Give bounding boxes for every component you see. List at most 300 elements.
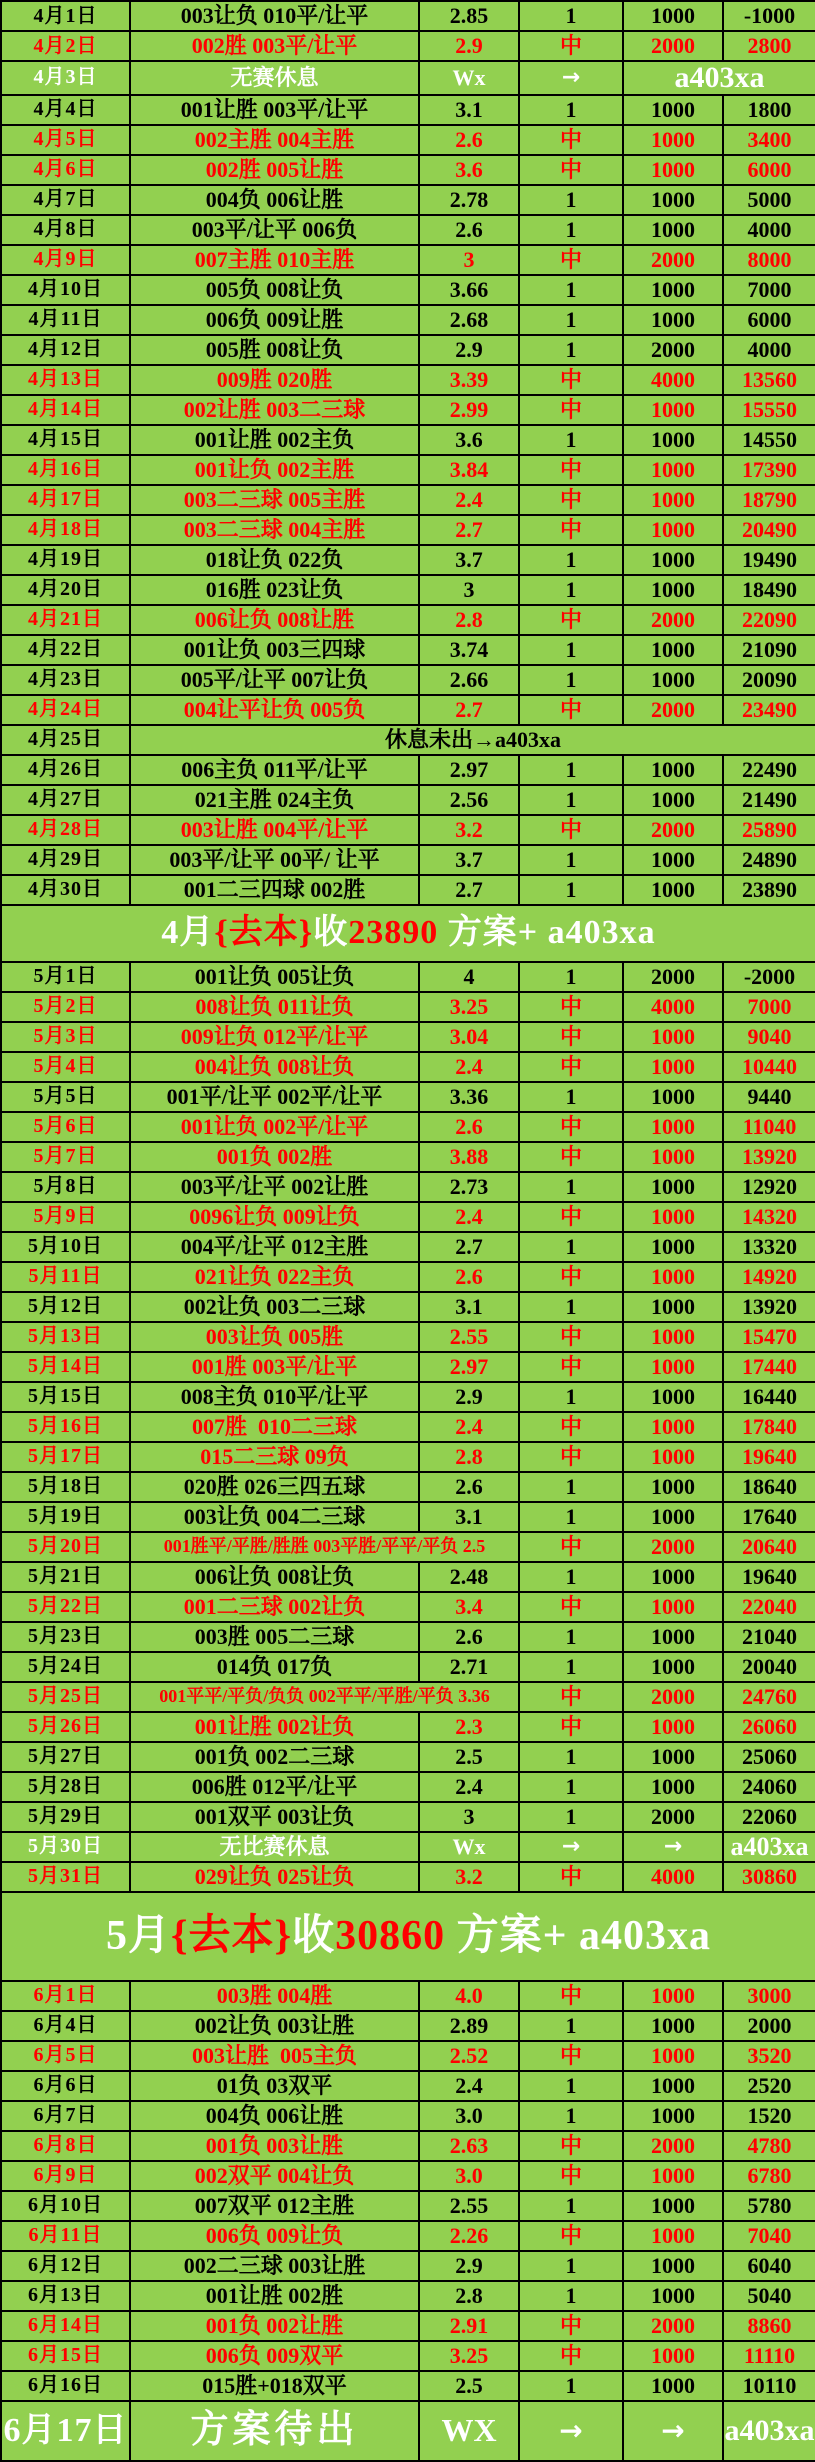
stake-cell: 4000 (623, 1862, 723, 1892)
stake-cell: 1000 (623, 575, 723, 605)
stake-cell: 1000 (623, 485, 723, 515)
odds-cell: 3.25 (419, 2341, 519, 2371)
stake-cell: 1000 (623, 2011, 723, 2041)
odds-cell: WX (419, 2401, 519, 2461)
hit-cell: 1 (519, 1172, 623, 1202)
stake-cell: 1000 (623, 1352, 723, 1382)
stake-cell: 4000 (623, 992, 723, 1022)
total-cell: 17840 (723, 1412, 815, 1442)
stake-cell: 2000 (623, 1802, 723, 1832)
date-cell: 4月28日 (1, 815, 130, 845)
stake-cell: 2000 (623, 335, 723, 365)
hit-cell: 1 (519, 545, 623, 575)
date-cell: 5月24日 (1, 1652, 130, 1682)
date-cell: 4月2日 (1, 31, 130, 61)
total-cell: -1000 (723, 1, 815, 31)
odds-cell: 2.85 (419, 1, 519, 31)
table-row (1, 992, 815, 1022)
summary-text-segment: 方案+ a403xa (438, 914, 656, 952)
table-row (1, 1682, 815, 1712)
date-cell: 6月1日 (1, 1981, 130, 2011)
stake-cell: 1000 (623, 425, 723, 455)
hit-cell: 中 (519, 245, 623, 275)
date-cell: 5月14日 (1, 1352, 130, 1382)
stake-cell: 1000 (623, 185, 723, 215)
stake-cell: 1000 (623, 1082, 723, 1112)
selection-cell: 016胜 023让负 (130, 575, 419, 605)
date-cell: 5月2日 (1, 992, 130, 1022)
odds-cell: 3.04 (419, 1022, 519, 1052)
selection-cell: 009让负 012平/让平 (130, 1022, 419, 1052)
date-cell: 5月12日 (1, 1292, 130, 1322)
table-row (1, 635, 815, 665)
table-row (1, 2161, 815, 2191)
table-row (1, 1622, 815, 1652)
table-row (1, 1082, 815, 1112)
table-row (1, 545, 815, 575)
hit-cell: 1 (519, 2071, 623, 2101)
date-cell: 5月8日 (1, 1172, 130, 1202)
table-row (1, 575, 815, 605)
hit-cell: 1 (519, 1232, 623, 1262)
odds-cell: 2.66 (419, 665, 519, 695)
selection-cell: 004让平让负 005负 (130, 695, 419, 725)
odds-cell: 3.2 (419, 1862, 519, 1892)
odds-cell: 2.73 (419, 1172, 519, 1202)
date-cell: 5月23日 (1, 1622, 130, 1652)
stake-cell: 4000 (623, 365, 723, 395)
table-row (1, 1292, 815, 1322)
hit-cell: 中 (519, 1202, 623, 1232)
total-cell: 6000 (723, 305, 815, 335)
selection-cell: 003平/让平 00平/ 让平 (130, 845, 419, 875)
stake-cell: 1000 (623, 1232, 723, 1262)
odds-cell: 4 (419, 962, 519, 992)
total-cell: 8860 (723, 2311, 815, 2341)
rest-label-cell: 无赛休息 (130, 61, 419, 95)
date-cell: 5月19日 (1, 1502, 130, 1532)
hit-cell: 中 (519, 485, 623, 515)
stake-cell: 1000 (623, 1412, 723, 1442)
date-cell: 4月5日 (1, 125, 130, 155)
odds-cell: 2.4 (419, 1052, 519, 1082)
odds-cell: 2.5 (419, 1742, 519, 1772)
date-cell: 6月6日 (1, 2071, 130, 2101)
date-cell: 6月12日 (1, 2251, 130, 2281)
odds-cell: 2.6 (419, 1112, 519, 1142)
selection-cell: 003胜 004胜 (130, 1981, 419, 2011)
hit-cell: 中 (519, 155, 623, 185)
rest-note-cell: 休息未出→a403xa (130, 725, 815, 755)
total-cell: 19640 (723, 1562, 815, 1592)
stake-cell: 1000 (623, 2341, 723, 2371)
hit-cell: 1 (519, 1472, 623, 1502)
table-row (1, 1532, 815, 1562)
odds-cell: 2.4 (419, 1202, 519, 1232)
odds-cell: 2.8 (419, 605, 519, 635)
selection-cell: 002胜 005让胜 (130, 155, 419, 185)
stake-cell: 1000 (623, 665, 723, 695)
table-row (1, 2191, 815, 2221)
date-cell: 4月14日 (1, 395, 130, 425)
selection-cell: 001二三四球 002胜 (130, 875, 419, 905)
total-cell: 22090 (723, 605, 815, 635)
total-cell: 12920 (723, 1172, 815, 1202)
total-cell: 4000 (723, 215, 815, 245)
date-cell: 6月11日 (1, 2221, 130, 2251)
total-cell: 25890 (723, 815, 815, 845)
odds-cell: 3.4 (419, 1592, 519, 1622)
odds-cell: 2.6 (419, 1472, 519, 1502)
selection-cell: 020胜 026三四五球 (130, 1472, 419, 1502)
table-row (1, 1712, 815, 1742)
stake-cell: 1000 (623, 2371, 723, 2401)
table-row (1, 275, 815, 305)
stake-cell: 1000 (623, 1502, 723, 1532)
stake-cell: 1000 (623, 1172, 723, 1202)
date-cell: 4月25日 (1, 725, 130, 755)
total-cell: 20490 (723, 515, 815, 545)
total-cell: 22040 (723, 1592, 815, 1622)
odds-cell: 2.71 (419, 1652, 519, 1682)
selection-cell: 004负 006让胜 (130, 2101, 419, 2131)
total-cell: 15470 (723, 1322, 815, 1352)
selection-cell: 008主负 010平/让平 (130, 1382, 419, 1412)
total-cell: 5040 (723, 2281, 815, 2311)
selection-cell: 021主胜 024主负 (130, 785, 419, 815)
table-row (1, 1442, 815, 1472)
date-cell: 4月4日 (1, 95, 130, 125)
table-row (1, 1652, 815, 1682)
date-cell: 4月6日 (1, 155, 130, 185)
stake-cell: 2000 (623, 245, 723, 275)
table-row (1, 1, 815, 31)
table-row (1, 1352, 815, 1382)
table-row (1, 695, 815, 725)
rest-label-cell: 无比赛休息 (130, 1832, 419, 1862)
date-cell: 5月30日 (1, 1832, 130, 1862)
date-cell: 4月10日 (1, 275, 130, 305)
table-row (1, 1202, 815, 1232)
date-cell: 5月9日 (1, 1202, 130, 1232)
table-row (1, 755, 815, 785)
hit-cell: 1 (519, 755, 623, 785)
hit-cell: 1 (519, 215, 623, 245)
date-cell: 5月6日 (1, 1112, 130, 1142)
selection-cell: 001双平 003让负 (130, 1802, 419, 1832)
stake-cell: 1000 (623, 1, 723, 31)
odds-cell: 3.1 (419, 95, 519, 125)
date-cell: 5月28日 (1, 1772, 130, 1802)
table-row (1, 365, 815, 395)
total-cell: 10440 (723, 1052, 815, 1082)
total-cell: 24890 (723, 845, 815, 875)
selection-odds-cell: 001胜平/平胜/胜胜 003平胜/平平/平负 2.5 (130, 1532, 519, 1562)
stake-cell: 2000 (623, 962, 723, 992)
date-cell: 6月5日 (1, 2041, 130, 2071)
date-cell: 4月27日 (1, 785, 130, 815)
rest-day-row (1, 61, 815, 95)
selection-cell: 029让负 025让负 (130, 1862, 419, 1892)
total-cell: 3400 (723, 125, 815, 155)
total-cell: 19640 (723, 1442, 815, 1472)
table-row (1, 875, 815, 905)
month-summary-row (1, 1892, 815, 1981)
stake-cell: 1000 (623, 125, 723, 155)
selection-cell: 018让负 022负 (130, 545, 419, 575)
odds-cell: 4.0 (419, 1981, 519, 2011)
stake-cell: 1000 (623, 1981, 723, 2011)
hit-cell: 中 (519, 1532, 623, 1562)
stake-cell: 1000 (623, 215, 723, 245)
total-cell: 15550 (723, 395, 815, 425)
table-row (1, 2311, 815, 2341)
account-cell: a403xa (623, 61, 815, 95)
hit-cell: 中 (519, 2161, 623, 2191)
selection-odds-cell: 001平平/平负/负负 002平平/平胜/平负 3.36 (130, 1682, 519, 1712)
date-cell: 4月16日 (1, 455, 130, 485)
selection-cell: 003平/让平 006负 (130, 215, 419, 245)
total-cell: 18790 (723, 485, 815, 515)
table-row (1, 2071, 815, 2101)
date-cell: 5月15日 (1, 1382, 130, 1412)
total-cell: 2000 (723, 2011, 815, 2041)
table-row (1, 2341, 815, 2371)
total-cell: 18490 (723, 575, 815, 605)
table-row (1, 2101, 815, 2131)
odds-cell: 2.9 (419, 2251, 519, 2281)
stake-cell: 1000 (623, 2101, 723, 2131)
selection-cell: 006让负 008让胜 (130, 605, 419, 635)
hit-cell: 中 (519, 1682, 623, 1712)
odds-cell: 2.6 (419, 215, 519, 245)
total-cell: 21040 (723, 1622, 815, 1652)
date-cell: 4月24日 (1, 695, 130, 725)
selection-cell: 009胜 020胜 (130, 365, 419, 395)
odds-cell: 3 (419, 245, 519, 275)
selection-cell: 003让胜 005主负 (130, 2041, 419, 2071)
selection-cell: 014负 017负 (130, 1652, 419, 1682)
date-cell: 4月30日 (1, 875, 130, 905)
table-row (1, 962, 815, 992)
hit-cell: 中 (519, 1712, 623, 1742)
table-row (1, 1981, 815, 2011)
hit-cell: 中 (519, 1352, 623, 1382)
pending-label-cell: 方案待出 (130, 2401, 419, 2461)
odds-cell: 2.97 (419, 1352, 519, 1382)
selection-cell: 001二三球 002让负 (130, 1592, 419, 1622)
odds-cell: 2.52 (419, 2041, 519, 2071)
selection-cell: 021让负 022主负 (130, 1262, 419, 1292)
date-cell: 4月19日 (1, 545, 130, 575)
total-cell: 4000 (723, 335, 815, 365)
hit-cell: 1 (519, 785, 623, 815)
odds-cell: 3.0 (419, 2101, 519, 2131)
selection-cell: 003让胜 004平/让平 (130, 815, 419, 845)
odds-cell: 3.2 (419, 815, 519, 845)
total-cell: 25060 (723, 1742, 815, 1772)
total-cell: 5000 (723, 185, 815, 215)
total-cell: 11040 (723, 1112, 815, 1142)
stake-cell: 1000 (623, 1472, 723, 1502)
hit-cell: 中 (519, 2221, 623, 2251)
selection-cell: 006主负 011平/让平 (130, 755, 419, 785)
odds-cell: 2.4 (419, 1412, 519, 1442)
table-row (1, 425, 815, 455)
date-cell: 5月27日 (1, 1742, 130, 1772)
date-cell: 5月10日 (1, 1232, 130, 1262)
odds-cell: 2.5 (419, 2371, 519, 2401)
stake-cell: 1000 (623, 845, 723, 875)
odds-cell: 3.7 (419, 845, 519, 875)
table-row (1, 1142, 815, 1172)
date-cell: 5月4日 (1, 1052, 130, 1082)
table-row (1, 245, 815, 275)
hit-cell: 中 (519, 815, 623, 845)
hit-cell: 中 (519, 1981, 623, 2011)
selection-cell: 006负 009双平 (130, 2341, 419, 2371)
table-row (1, 1322, 815, 1352)
odds-cell: 2.48 (419, 1562, 519, 1592)
summary-text-segment: {去本} (214, 914, 314, 952)
odds-cell: 3.1 (419, 1292, 519, 1322)
selection-cell: 007双平 012主胜 (130, 2191, 419, 2221)
selection-cell: 002让负 003让胜 (130, 2011, 419, 2041)
total-cell: 9040 (723, 1022, 815, 1052)
date-cell: 4月26日 (1, 755, 130, 785)
total-cell: 7000 (723, 992, 815, 1022)
stake-cell: 1000 (623, 1712, 723, 1742)
date-cell: 5月7日 (1, 1142, 130, 1172)
selection-cell: 002二三球 003让胜 (130, 2251, 419, 2281)
date-cell: 5月26日 (1, 1712, 130, 1742)
stake-cell: 1000 (623, 635, 723, 665)
stake-cell: 1000 (623, 755, 723, 785)
date-cell: 6月7日 (1, 2101, 130, 2131)
selection-cell: 004平/让平 012主胜 (130, 1232, 419, 1262)
hit-cell: 1 (519, 1652, 623, 1682)
date-cell: 4月22日 (1, 635, 130, 665)
odds-cell: 3.36 (419, 1082, 519, 1112)
odds-cell: 3.74 (419, 635, 519, 665)
odds-cell: 2.55 (419, 2191, 519, 2221)
hit-cell: 1 (519, 575, 623, 605)
table-row (1, 155, 815, 185)
odds-cell: 2.7 (419, 875, 519, 905)
hit-cell: 中 (519, 365, 623, 395)
odds-cell: 3.66 (419, 275, 519, 305)
total-cell: 22490 (723, 755, 815, 785)
hit-cell: 1 (519, 875, 623, 905)
date-cell: 6月14日 (1, 2311, 130, 2341)
date-cell: 6月17日 (1, 2401, 130, 2461)
selection-cell: 001负 002二三球 (130, 1742, 419, 1772)
table-row (1, 305, 815, 335)
stake-cell: 1000 (623, 2251, 723, 2281)
total-cell: 8000 (723, 245, 815, 275)
total-cell: 20640 (723, 1532, 815, 1562)
stake-cell: 1000 (623, 545, 723, 575)
stake-cell: 1000 (623, 1022, 723, 1052)
date-cell: 5月29日 (1, 1802, 130, 1832)
hit-cell: 中 (519, 2311, 623, 2341)
selection-cell: 003胜 005二三球 (130, 1622, 419, 1652)
total-cell: 22060 (723, 1802, 815, 1832)
total-cell: 13320 (723, 1232, 815, 1262)
arrow-icon: → (623, 2401, 723, 2461)
date-cell: 4月18日 (1, 515, 130, 545)
stake-cell: 1000 (623, 1142, 723, 1172)
selection-cell: 015胜+018双平 (130, 2371, 419, 2401)
total-cell: 18640 (723, 1472, 815, 1502)
hit-cell: 中 (519, 455, 623, 485)
total-cell: 1520 (723, 2101, 815, 2131)
summary-text-segment: 方案+ a403xa (445, 1912, 712, 1959)
arrow-icon: → (519, 61, 623, 95)
table-row (1, 1412, 815, 1442)
selection-cell: 005平/让平 007让负 (130, 665, 419, 695)
stake-cell: 1000 (623, 2191, 723, 2221)
selection-cell: 003让负 004二三球 (130, 1502, 419, 1532)
hit-cell: 1 (519, 425, 623, 455)
total-cell: 7040 (723, 2221, 815, 2251)
stake-cell: 1000 (623, 275, 723, 305)
date-cell: 5月21日 (1, 1562, 130, 1592)
hit-cell: 1 (519, 845, 623, 875)
selection-cell: 007主胜 010主胜 (130, 245, 419, 275)
hit-cell: 1 (519, 2281, 623, 2311)
table-row (1, 1022, 815, 1052)
stake-cell: 2000 (623, 695, 723, 725)
hit-cell: 中 (519, 992, 623, 1022)
odds-cell: 3.6 (419, 425, 519, 455)
selection-cell: 008让负 011让负 (130, 992, 419, 1022)
total-cell: 17390 (723, 455, 815, 485)
total-cell: 23890 (723, 875, 815, 905)
stake-cell: 1000 (623, 2071, 723, 2101)
total-cell: 17640 (723, 1502, 815, 1532)
stake-cell: 1000 (623, 1292, 723, 1322)
odds-cell: 2.7 (419, 695, 519, 725)
selection-cell: 003二三球 005主胜 (130, 485, 419, 515)
selection-cell: 001胜 003平/让平 (130, 1352, 419, 1382)
table-row (1, 485, 815, 515)
date-cell: 5月31日 (1, 1862, 130, 1892)
stake-cell: 1000 (623, 2221, 723, 2251)
odds-cell: 2.26 (419, 2221, 519, 2251)
table-row (1, 1232, 815, 1262)
total-cell: 3000 (723, 1981, 815, 2011)
selection-cell: 002胜 003平/让平 (130, 31, 419, 61)
stake-cell: 1000 (623, 1442, 723, 1472)
total-cell: 30860 (723, 1862, 815, 1892)
hit-cell: 1 (519, 1802, 623, 1832)
stake-cell: 1000 (623, 455, 723, 485)
selection-cell: 005负 008让负 (130, 275, 419, 305)
stake-cell: 1000 (623, 305, 723, 335)
stake-cell: 1000 (623, 875, 723, 905)
account-cell: a403xa (723, 2401, 815, 2461)
total-cell: 3520 (723, 2041, 815, 2071)
month-summary-row (1, 905, 815, 962)
hit-cell: 1 (519, 2371, 623, 2401)
hit-cell: 中 (519, 515, 623, 545)
hit-cell: 1 (519, 275, 623, 305)
table-row (1, 2131, 815, 2161)
table-row (1, 1862, 815, 1892)
date-cell: 4月15日 (1, 425, 130, 455)
selection-cell: 001负 002让胜 (130, 2311, 419, 2341)
